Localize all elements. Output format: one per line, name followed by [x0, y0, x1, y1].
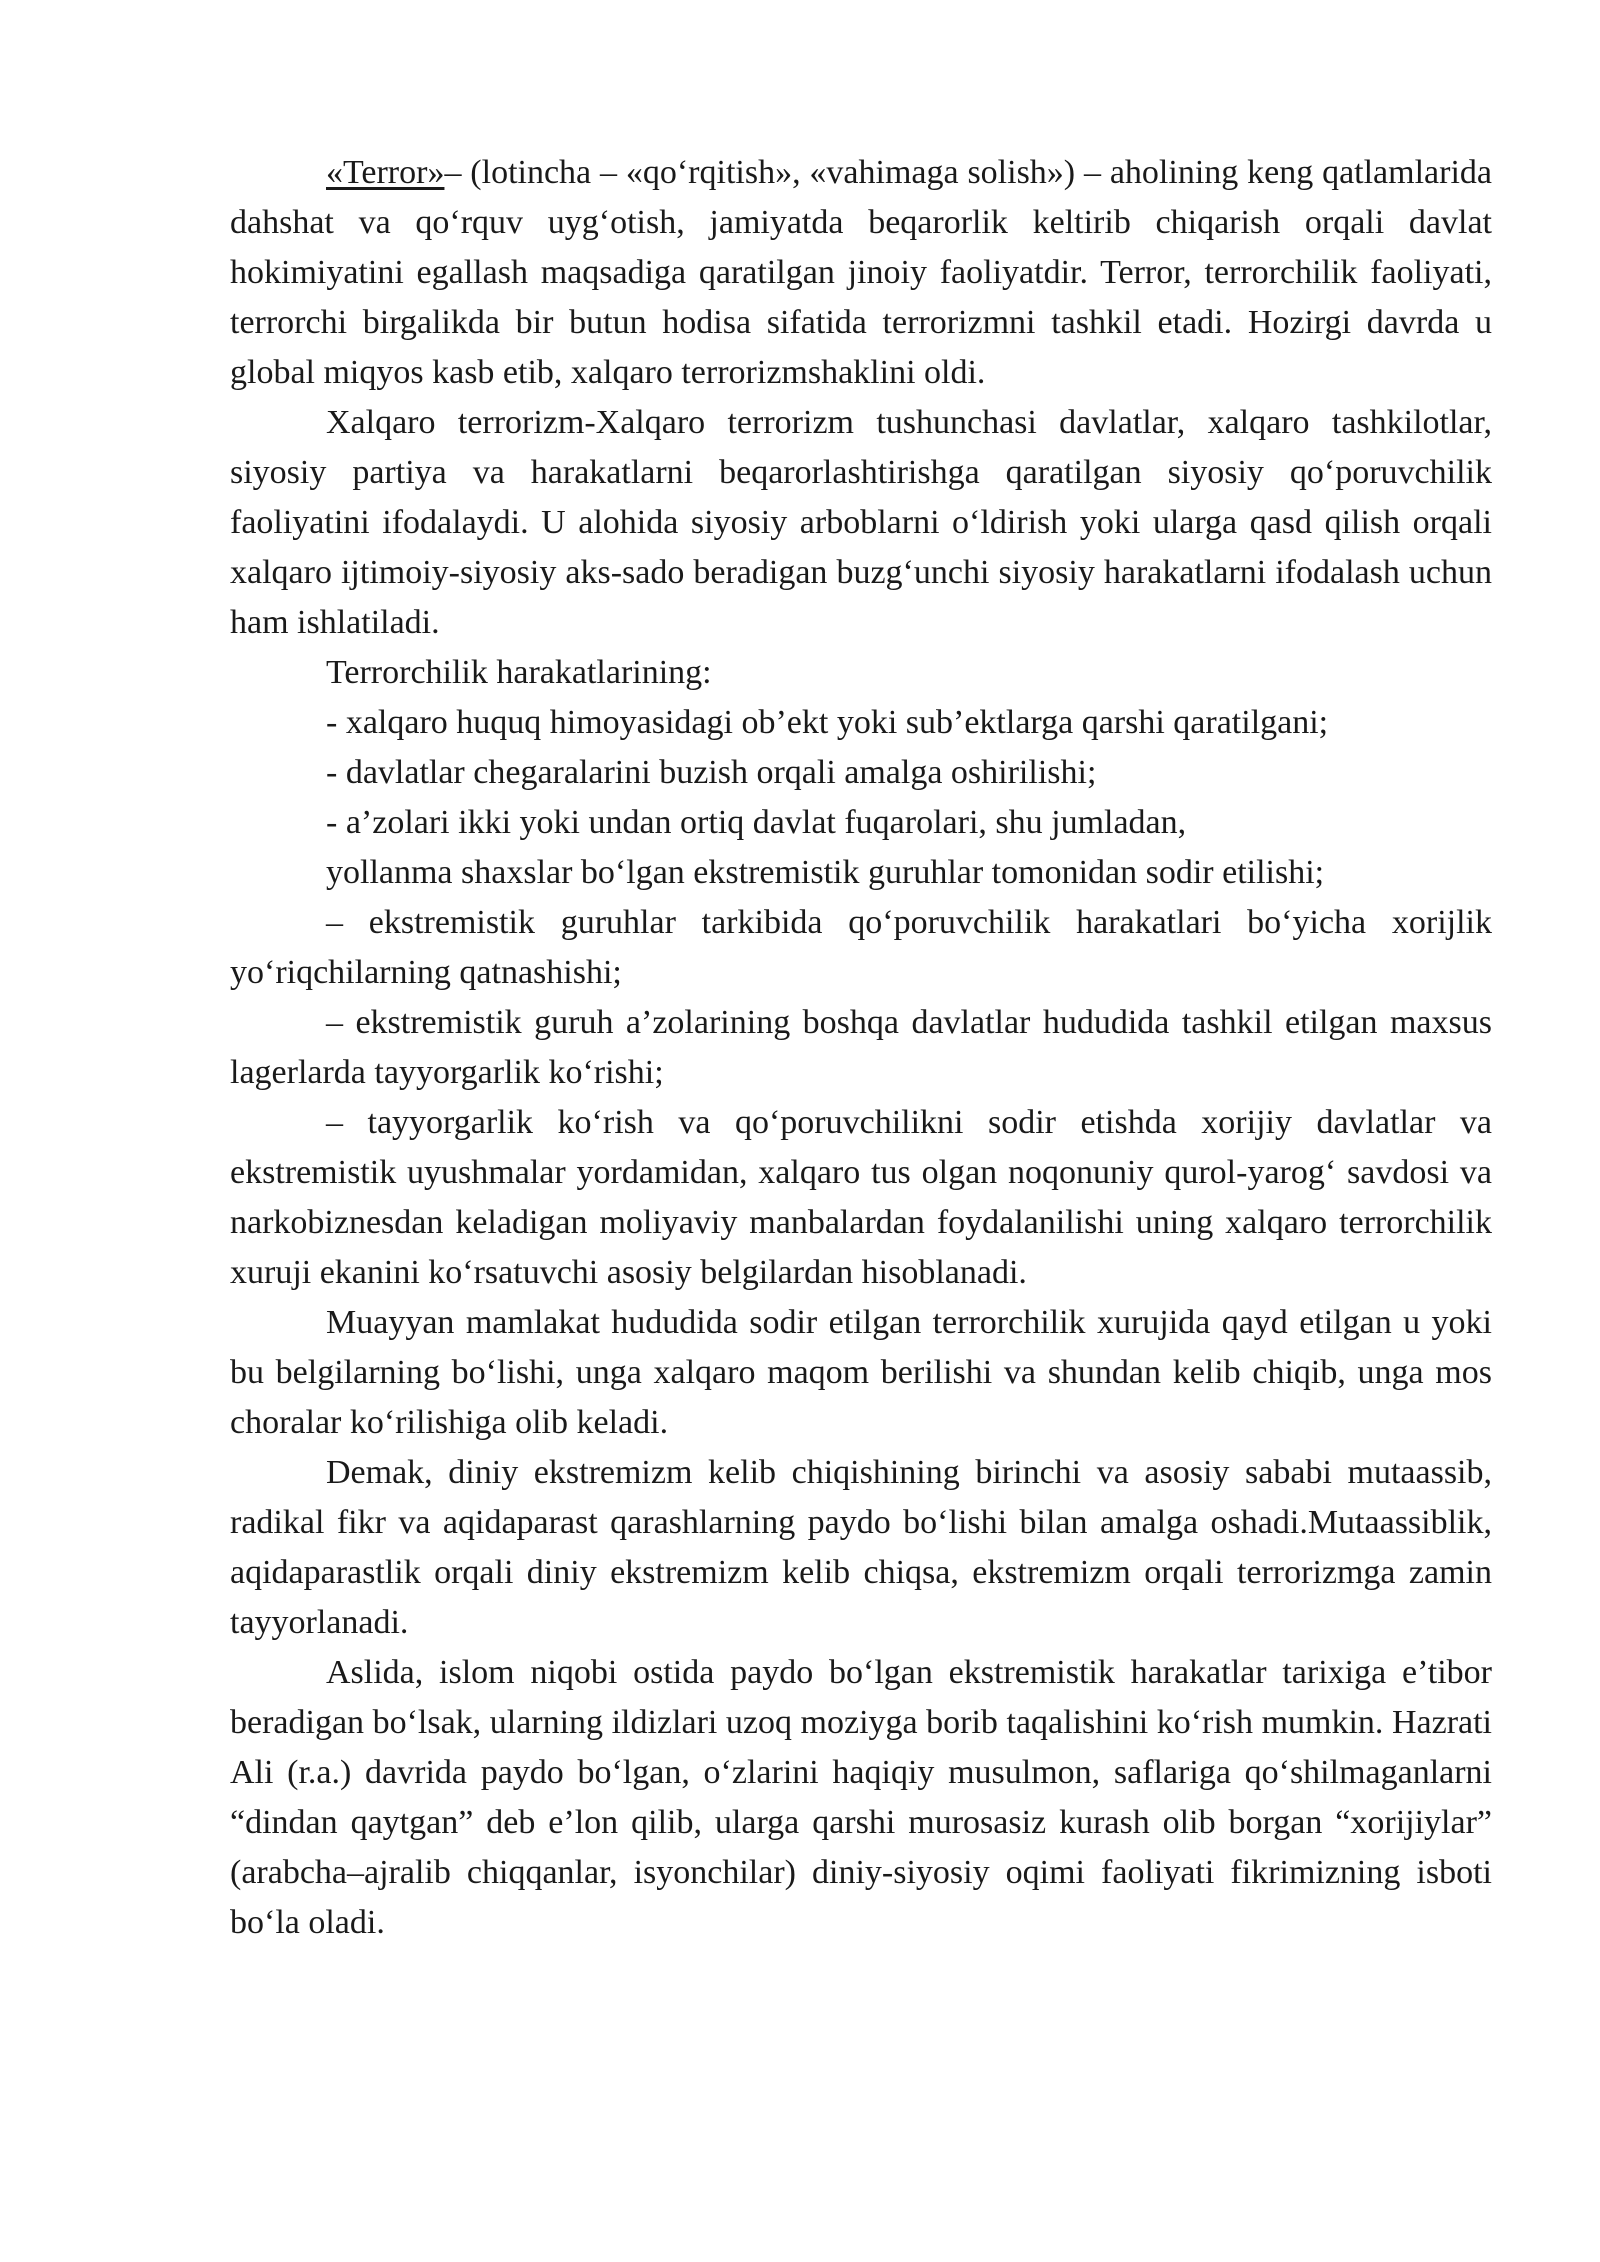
paragraph-list-intro: Terrorchilik harakatlarining: [326, 654, 712, 691]
list-item-6: – tayyorgarlik ko‘rish va qo‘poruvchilikni sodir etishda xorijiy davlatlar va ekstremistik uyushmalar yordamidan, xalqaro tus olgan noqonuniy qurol-yarog‘ savdosi va narkobiznesdan keladigan moliyaviy manbalardan foydalanilishi uning xalqaro terrorchilik xuruji ekanini ko‘rsatuvchi asosiy belgilardan hisoblanadi. [230, 1104, 1492, 1291]
paragraph-terror-text: – (lotincha – «qo‘rqitish», «vahimaga solish») – aholining keng qatlamlarida dahshat va qo‘rquv uyg‘otish, jamiyatda beqarorlik keltirib chiqarish orqali davlat hokimiyatini egallash maqsadiga qaratilgan jinoiy faoliyatdir. Terror, terrorchilik faoliyati, terrorchi birgalikda bir butun hodisa sifatida terrorizmni tashkil etadi. Hozirgi davrda u global miqyos kasb etib, xalqaro terrorizmshaklini oldi. [230, 154, 1492, 391]
term-terror: «Terror» [326, 154, 445, 191]
list-item-1: - xalqaro huquq himoyasidagi ob’ekt yoki sub’ektlarga qarshi qaratilgani; [326, 704, 1329, 741]
paragraph-historical-roots: Aslida, islom niqobi ostida paydo bo‘lgan ekstremistik harakatlar tarixiga e’tibor beradigan bo‘lsak, ularning ildizlari uzoq moziyga borib taqalishini ko‘rish mumkin. Hazrati Ali (r.a.) davrida paydo bo‘lgan, o‘zlarini haqiqiy musulmon, saflariga qo‘shilmaganlarni “dindan qaytgan” deb e’lon qilib, ularga qarshi murosasiz kurash olib borgan “xorijiylar” (arabcha–ajralib chiqqanlar, isyonchilar) diniy-siyosiy oqimi faoliyati fikrimizning isboti bo‘la oladi. [230, 1654, 1492, 1941]
paragraph-international-terrorism: Xalqaro terrorizm-Xalqaro terrorizm tushunchasi davlatlar, xalqaro tashkilotlar, siyosiy partiya va harakatlarni beqarorlashtirishga qaratilgan siyosiy qo‘poruvchilik faoliyatini ifodalaydi. U alohida siyosiy arboblarni o‘ldirish yoki ularga qasd qilish orqali xalqaro ijtimoiy-siyosiy aks-sado beradigan buzg‘unchi siyosiy harakatlarni ifodalash uchun ham ishlatiladi. [230, 404, 1492, 641]
paragraph-religious-extremism: Demak, diniy ekstremizm kelib chiqishining birinchi va asosiy sababi mutaassib, radikal fikr va aqidaparast qarashlarning paydo bo‘lishi bilan amalga oshadi.Mutaassiblik, aqidaparastlik orqali diniy ekstremizm kelib chiqsa, ekstremizm orqali terrorizmga zamin tayyorlanadi. [230, 1454, 1492, 1641]
list-item-2: - davlatlar chegaralarini buzish orqali amalga oshirilishi; [326, 754, 1097, 791]
list-item-5: – ekstremistik guruh a’zolarining boshqa davlatlar hududida tashkil etilgan maxsus lagerlarda tayyorgarlik ko‘rishi; [230, 1004, 1492, 1091]
paragraph-international-status: Muayyan mamlakat hududida sodir etilgan terrorchilik xurujida qayd etilgan u yoki bu belgilarning bo‘lishi, unga xalqaro maqom berilishi va shundan kelib chiqib, unga mos choralar ko‘rilishiga olib keladi. [230, 1304, 1492, 1441]
list-item-3-continued: yollanma shaxslar bo‘lgan ekstremistik guruhlar tomonidan sodir etilishi; [326, 854, 1325, 891]
document-page [230, 148, 1492, 1948]
list-item-4: – ekstremistik guruhlar tarkibida qo‘poruvchilik harakatlari bo‘yicha xorijlik yo‘riqchilarning qatnashishi; [230, 904, 1492, 991]
paragraph-terror-definition [230, 148, 1492, 398]
list-item-3: - a’zolari ikki yoki undan ortiq davlat fuqarolari, shu jumladan, [326, 804, 1187, 841]
